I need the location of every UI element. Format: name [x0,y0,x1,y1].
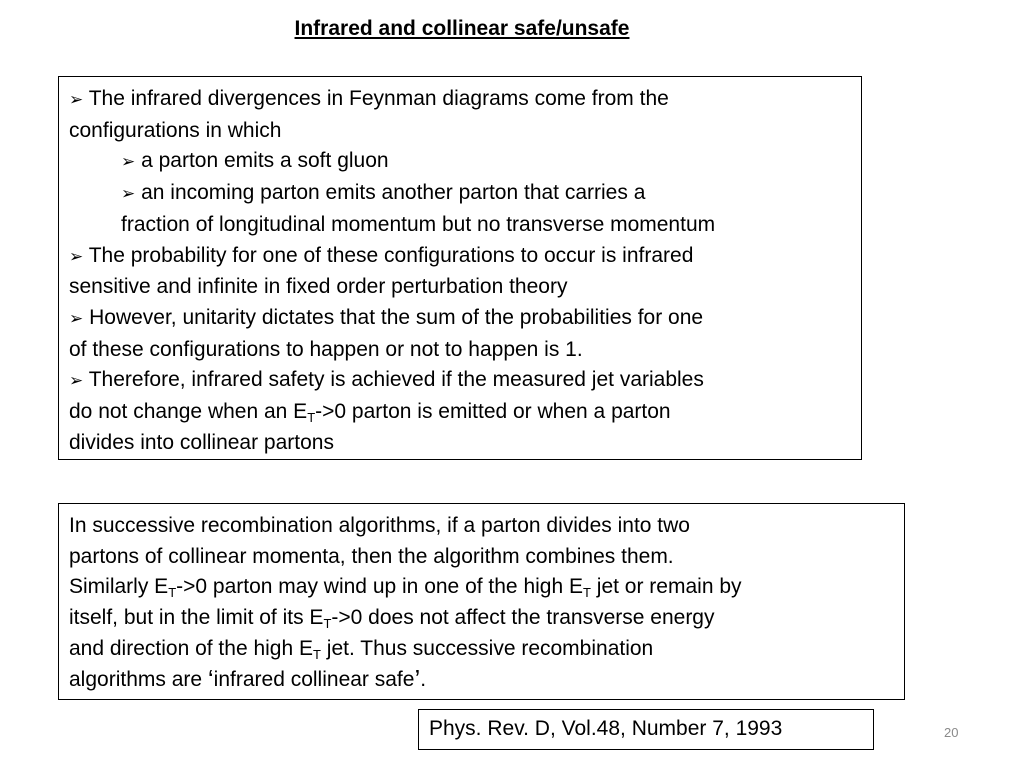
bullet-1-line-2: configurations in which [69,118,282,142]
sub-bullet-2-text: an incoming parton emits another parton that carries a [141,181,646,205]
recombination-box [58,503,905,700]
para-line-5 [69,634,894,665]
arrow-bullet-icon: ➢ [69,246,84,266]
bullet-3-line-2: of these configurations to happen or not to happen is 1. [69,337,583,361]
subscript-t: T [168,585,177,601]
para-line-6 [69,665,894,696]
bullet-1-text: The infrared divergences in Feynman diagrams come from the [88,87,669,110]
bullet-3-text: However, unitarity dictates that the sum of the probabilities for one [89,305,704,329]
slide-title: Infrared and collinear safe/unsafe [294,17,630,40]
sub-bullet-1 [69,146,851,178]
para-text-part: ->0 does not affect the transverse energy [331,606,715,630]
para-text-part: ->0 parton may wind up in one of the high E [176,575,583,599]
bullet-4-text: Therefore, infrared safety is achieved if the measured jet variables [88,368,704,392]
para-text-part: and direction of the high E [69,636,314,660]
bullet-1-line-1 [69,84,851,116]
arrow-bullet-icon: ➢ [121,152,136,172]
divergence-bullets-box [58,76,862,460]
reference-citation: Phys. Rev. D, Vol.48, Number 7, 1993 [418,709,874,750]
bullet-4-line-3: divides into collinear partons [69,430,334,454]
open-quote: ‘ [207,663,214,694]
bullet-3-line-1 [69,303,851,335]
para-line-1: In successive recombination algorithms, if a parton divides into two [69,514,690,537]
bullet-4-line-2 [69,397,851,428]
sub-bullet-1-text: a parton emits a soft gluon [141,149,389,173]
para-text-part: . [420,667,427,691]
para-text-part: itself, but in the limit of its E [69,606,324,630]
bullet-4-line-1 [69,365,851,397]
para-text-part: jet. Thus successive recombination [320,636,654,660]
arrow-bullet-icon: ➢ [121,184,136,204]
bullet-2-line-1 [69,241,851,273]
bullet-2-line-2: sensitive and infinite in fixed order perturbation theory [69,275,568,299]
arrow-bullet-icon: ➢ [69,371,84,391]
para-line-2: partons of collinear momenta, then the algorithm combines them. [69,544,674,568]
para-text-part: Similarly E [69,575,169,599]
para-text-part: jet or remain by [590,575,742,599]
bullet-2-text: The probability for one of these configurations to occur is infrared [88,243,694,267]
subscript-t: T [583,585,591,601]
bullet-4-text-part: ->0 parton is emitted or when a parton [315,400,671,424]
sub-bullet-2-line-1 [69,178,851,210]
arrow-bullet-icon: ➢ [69,308,84,328]
close-quote: ’ [414,663,421,694]
subscript-t: T [323,616,332,632]
para-line-4 [69,603,894,634]
sub-bullet-2-line-2: fraction of longitudinal momentum but no transverse momentum [121,212,716,236]
quoted-term: infrared collinear safe [213,667,415,691]
bullet-4-text-part: do not change when an E [69,400,308,424]
subscript-t: T [313,646,321,662]
page-number: 20 [944,725,959,740]
para-line-3 [69,572,894,603]
arrow-bullet-icon: ➢ [69,90,84,109]
para-text-part: algorithms are [69,667,208,691]
subscript-t: T [307,410,316,426]
